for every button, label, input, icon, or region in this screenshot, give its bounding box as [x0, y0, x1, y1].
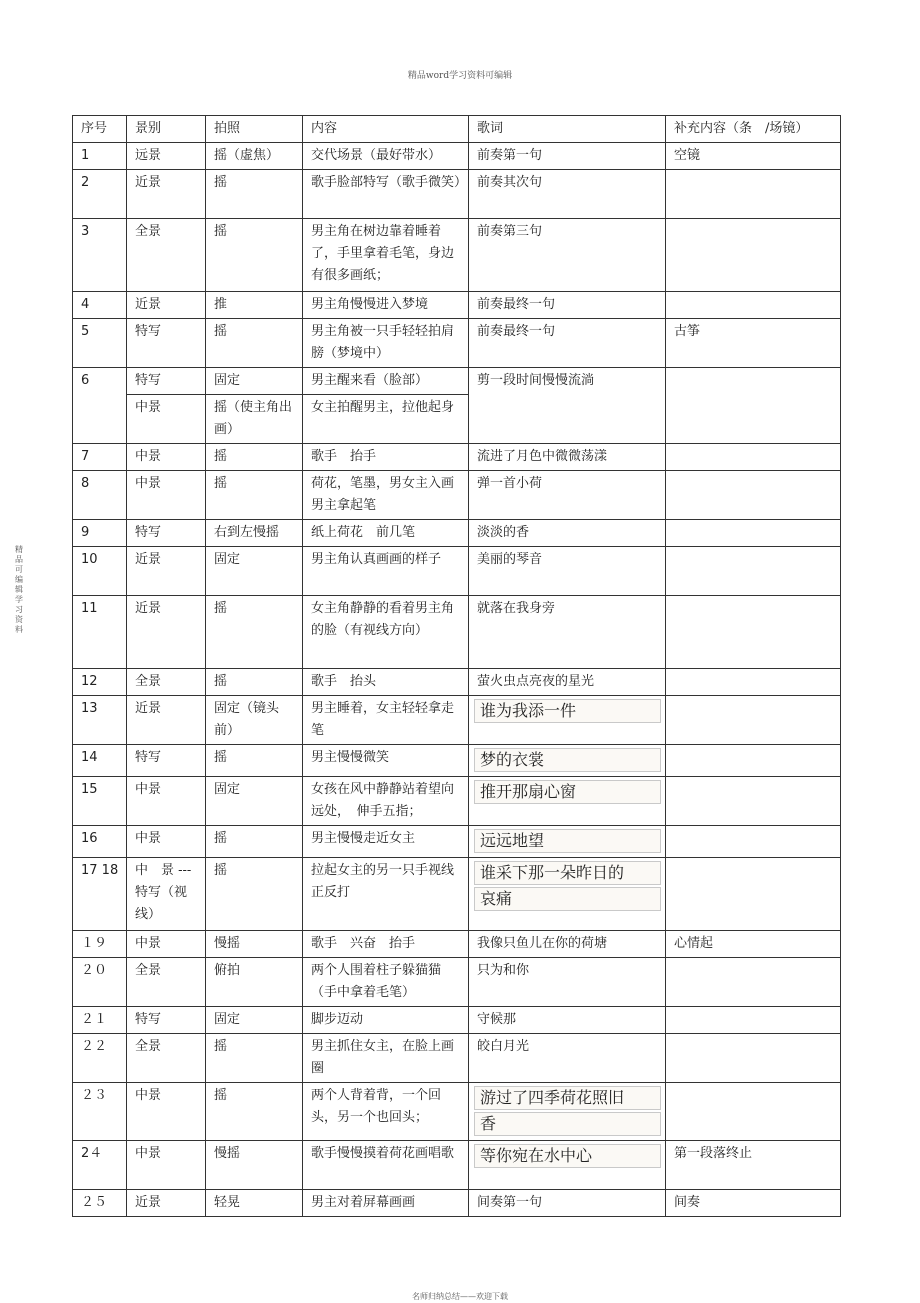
- cell-shot: 全景: [127, 1034, 206, 1083]
- lyric-highlight: 哀痛: [474, 887, 661, 911]
- cell-camera: 慢摇: [206, 1141, 303, 1190]
- cell-lyric: 剪一段时间慢慢流淌: [469, 368, 666, 444]
- cell-lyric: [469, 777, 666, 826]
- cell-camera: 摇: [206, 444, 303, 471]
- cell-extra: 间奏: [666, 1190, 841, 1217]
- table-row: [73, 1141, 841, 1190]
- cell-camera: 摇: [206, 745, 303, 777]
- cell-camera: 固定: [206, 547, 303, 596]
- cell-shot: 近景: [127, 292, 206, 319]
- header-camera: 拍照: [206, 116, 303, 143]
- table-row: [73, 1083, 841, 1141]
- cell-content: 男主慢慢走近女主: [303, 826, 469, 858]
- cell-shot: 中 景 ---特写（视线）: [127, 858, 206, 931]
- cell-extra: [666, 368, 841, 444]
- cell-extra: [666, 858, 841, 931]
- cell-shot: 近景: [127, 1190, 206, 1217]
- cell-lyric: 前奏第三句: [469, 219, 666, 292]
- cell-shot: 中景: [127, 777, 206, 826]
- cell-shot: 全景: [127, 958, 206, 1007]
- table-row: [73, 547, 841, 596]
- cell-shot: 近景: [127, 596, 206, 669]
- cell-lyric: 间奏第一句: [469, 1190, 666, 1217]
- cell-extra: [666, 471, 841, 520]
- cell-shot: 近景: [127, 696, 206, 745]
- cell-num: 2: [73, 170, 127, 219]
- cell-extra: [666, 1007, 841, 1034]
- header-row: [73, 116, 841, 143]
- header-content: 内容: [303, 116, 469, 143]
- cell-num: ２１: [73, 1007, 127, 1034]
- cell-content: 男主抓住女主，在脸上画圈: [303, 1034, 469, 1083]
- cell-camera: 固定: [206, 368, 303, 395]
- cell-camera: 轻晃: [206, 1190, 303, 1217]
- cell-extra: [666, 596, 841, 669]
- cell-shot: 远景: [127, 143, 206, 170]
- cell-lyric: 我像只鱼儿在你的荷塘: [469, 931, 666, 958]
- cell-extra: [666, 444, 841, 471]
- lyric-highlight: 远远地望: [474, 829, 661, 853]
- header-extra: 补充内容（条 /场镜）: [666, 116, 841, 143]
- table-row: [73, 669, 841, 696]
- cell-shot: 特写: [127, 368, 206, 395]
- cell-extra: 空镜: [666, 143, 841, 170]
- cell-num: 9: [73, 520, 127, 547]
- cell-shot: 中景: [127, 444, 206, 471]
- table-row: [73, 1034, 841, 1083]
- cell-num: ２５: [73, 1190, 127, 1217]
- cell-extra: [666, 669, 841, 696]
- cell-extra: [666, 826, 841, 858]
- cell-shot: 特写: [127, 1007, 206, 1034]
- cell-content: 歌手 抬手: [303, 444, 469, 471]
- cell-num: 15: [73, 777, 127, 826]
- table-row: [73, 596, 841, 669]
- cell-lyric: 萤火虫点亮夜的星光: [469, 669, 666, 696]
- page-footer-note: 名师归纳总结——欢迎下载: [412, 1292, 508, 1301]
- cell-content: 歌手 兴奋 抬手: [303, 931, 469, 958]
- cell-extra: [666, 547, 841, 596]
- cell-content: 男主醒来看（脸部）: [303, 368, 469, 395]
- cell-content: 男主角认真画画的样子: [303, 547, 469, 596]
- cell-content: 歌手慢慢摸着荷花画唱歌: [303, 1141, 469, 1190]
- side-margin-note: 精品可编辑学习资料: [15, 545, 23, 634]
- cell-camera: 摇（虚焦）: [206, 143, 303, 170]
- cell-shot: 全景: [127, 669, 206, 696]
- cell-extra: [666, 219, 841, 292]
- cell-num: 13: [73, 696, 127, 745]
- cell-camera: 慢摇: [206, 931, 303, 958]
- table-row: [73, 858, 841, 931]
- cell-camera: 摇: [206, 826, 303, 858]
- cell-content: 男主角在树边靠着睡着了，手里拿着毛笔，身边有很多画纸；: [303, 219, 469, 292]
- cell-extra: [666, 1083, 841, 1141]
- lyric-highlight: 谁采下那一朵昨日的: [474, 861, 661, 885]
- cell-num: 6: [73, 368, 127, 444]
- cell-lyric: 淡淡的香: [469, 520, 666, 547]
- cell-lyric: [469, 745, 666, 777]
- cell-shot: 近景: [127, 170, 206, 219]
- cell-num: 7: [73, 444, 127, 471]
- cell-num: 10: [73, 547, 127, 596]
- cell-content: 男主对着屏幕画画: [303, 1190, 469, 1217]
- cell-lyric: 前奏最终一句: [469, 292, 666, 319]
- cell-camera: 摇: [206, 858, 303, 931]
- cell-num: 8: [73, 471, 127, 520]
- cell-camera: 俯拍: [206, 958, 303, 1007]
- cell-num: ２２: [73, 1034, 127, 1083]
- cell-shot: 近景: [127, 547, 206, 596]
- cell-lyric: 只为和你: [469, 958, 666, 1007]
- table-row: [73, 777, 841, 826]
- header-shot: 景别: [127, 116, 206, 143]
- table-row: [73, 931, 841, 958]
- cell-content: 歌手脸部特写（歌手微笑）: [303, 170, 469, 219]
- cell-content: 荷花，笔墨，男女主入画男主拿起笔: [303, 471, 469, 520]
- cell-camera: 摇: [206, 170, 303, 219]
- cell-camera: 摇: [206, 219, 303, 292]
- header-num: 序号: [73, 116, 127, 143]
- lyric-highlight: 谁为我添一件: [474, 699, 661, 723]
- cell-content: 男主角慢慢进入梦境: [303, 292, 469, 319]
- table-row: [73, 471, 841, 520]
- cell-content: 两个人背着背，一个回头，另一个也回头；: [303, 1083, 469, 1141]
- cell-content: 交代场景（最好带水）: [303, 143, 469, 170]
- cell-shot: 特写: [127, 520, 206, 547]
- table-row: [73, 219, 841, 292]
- cell-extra: [666, 520, 841, 547]
- cell-camera: 摇: [206, 1083, 303, 1141]
- cell-lyric: 流进了月色中微微荡漾: [469, 444, 666, 471]
- cell-lyric: 守候那: [469, 1007, 666, 1034]
- table-row: [73, 319, 841, 368]
- table-row: [73, 1007, 841, 1034]
- cell-lyric: 弹一首小荷: [469, 471, 666, 520]
- cell-lyric: [469, 696, 666, 745]
- cell-extra: [666, 170, 841, 219]
- cell-num: １９: [73, 931, 127, 958]
- cell-extra: [666, 958, 841, 1007]
- lyric-highlight: 梦的衣裳: [474, 748, 661, 772]
- cell-camera: 固定: [206, 777, 303, 826]
- cell-extra: [666, 292, 841, 319]
- cell-shot: 中景: [127, 826, 206, 858]
- cell-num: 14: [73, 745, 127, 777]
- cell-lyric: [469, 826, 666, 858]
- table-row: [73, 958, 841, 1007]
- cell-lyric: [469, 858, 666, 931]
- cell-shot: 特写: [127, 319, 206, 368]
- table-row: [73, 1190, 841, 1217]
- cell-lyric: 前奏第一句: [469, 143, 666, 170]
- table-row: [73, 826, 841, 858]
- cell-content: 歌手 抬头: [303, 669, 469, 696]
- table-row: [73, 143, 841, 170]
- cell-camera: 摇: [206, 1034, 303, 1083]
- cell-shot: 中景: [127, 395, 206, 444]
- cell-num: 2４: [73, 1141, 127, 1190]
- cell-extra: [666, 745, 841, 777]
- lyric-highlight: 游过了四季荷花照旧: [474, 1086, 661, 1110]
- table-row: [73, 745, 841, 777]
- cell-num: 16: [73, 826, 127, 858]
- cell-lyric: 就落在我身旁: [469, 596, 666, 669]
- cell-num: 17 18: [73, 858, 127, 931]
- cell-extra: 心情起: [666, 931, 841, 958]
- cell-extra: [666, 1034, 841, 1083]
- table-row: [73, 444, 841, 471]
- cell-num: 11: [73, 596, 127, 669]
- cell-content: 两个人围着柱子躲猫猫 （手中拿着毛笔）: [303, 958, 469, 1007]
- cell-extra: 古筝: [666, 319, 841, 368]
- cell-extra: 第一段落终止: [666, 1141, 841, 1190]
- cell-extra: [666, 696, 841, 745]
- lyric-highlight: 推开那扇心窗: [474, 780, 661, 804]
- cell-num: 5: [73, 319, 127, 368]
- cell-num: 3: [73, 219, 127, 292]
- table-row: [73, 520, 841, 547]
- cell-camera: 摇: [206, 471, 303, 520]
- table-row: [73, 292, 841, 319]
- table-row: [73, 368, 841, 395]
- cell-num: ２０: [73, 958, 127, 1007]
- cell-shot: 中景: [127, 931, 206, 958]
- cell-lyric: 皎白月光: [469, 1034, 666, 1083]
- cell-num: 1: [73, 143, 127, 170]
- cell-content: 男主角被一只手轻轻拍肩膀（梦境中）: [303, 319, 469, 368]
- cell-content: 男主慢慢微笑: [303, 745, 469, 777]
- cell-lyric: [469, 1141, 666, 1190]
- cell-shot: 中景: [127, 1083, 206, 1141]
- cell-extra: [666, 777, 841, 826]
- cell-camera: 右到左慢摇: [206, 520, 303, 547]
- cell-camera: 摇: [206, 319, 303, 368]
- page-header-note: 精品word学习资料可编辑: [407, 71, 513, 81]
- cell-lyric: [469, 1083, 666, 1141]
- cell-shot: 全景: [127, 219, 206, 292]
- cell-content: 女主拍醒男主，拉他起身: [303, 395, 469, 444]
- cell-camera: 固定: [206, 1007, 303, 1034]
- cell-lyric: 前奏其次句: [469, 170, 666, 219]
- table-row: [73, 696, 841, 745]
- cell-content: 男主睡着，女主轻轻拿走笔: [303, 696, 469, 745]
- cell-camera: 摇: [206, 596, 303, 669]
- cell-lyric: 前奏最终一句: [469, 319, 666, 368]
- cell-camera: 固定（镜头前）: [206, 696, 303, 745]
- cell-content: 脚步迈动: [303, 1007, 469, 1034]
- cell-camera: 摇（使主角出画）: [206, 395, 303, 444]
- lyric-highlight: 等你宛在水中心: [474, 1144, 661, 1168]
- header-lyric: 歌词: [469, 116, 666, 143]
- cell-shot: 特写: [127, 745, 206, 777]
- storyboard-table: [72, 115, 841, 1217]
- cell-content: 拉起女主的另一只手视线正反打: [303, 858, 469, 931]
- cell-num: ２３: [73, 1083, 127, 1141]
- cell-num: 12: [73, 669, 127, 696]
- cell-content: 女孩在风中静静站着望向远处， 伸手五指；: [303, 777, 469, 826]
- cell-shot: 中景: [127, 1141, 206, 1190]
- cell-content: 纸上荷花 前几笔: [303, 520, 469, 547]
- table-row: [73, 170, 841, 219]
- lyric-highlight: 香: [474, 1112, 661, 1136]
- cell-content: 女主角静静的看着男主角的脸（有视线方向）: [303, 596, 469, 669]
- cell-camera: 摇: [206, 669, 303, 696]
- cell-lyric: 美丽的琴音: [469, 547, 666, 596]
- cell-shot: 中景: [127, 471, 206, 520]
- cell-camera: 推: [206, 292, 303, 319]
- cell-num: 4: [73, 292, 127, 319]
